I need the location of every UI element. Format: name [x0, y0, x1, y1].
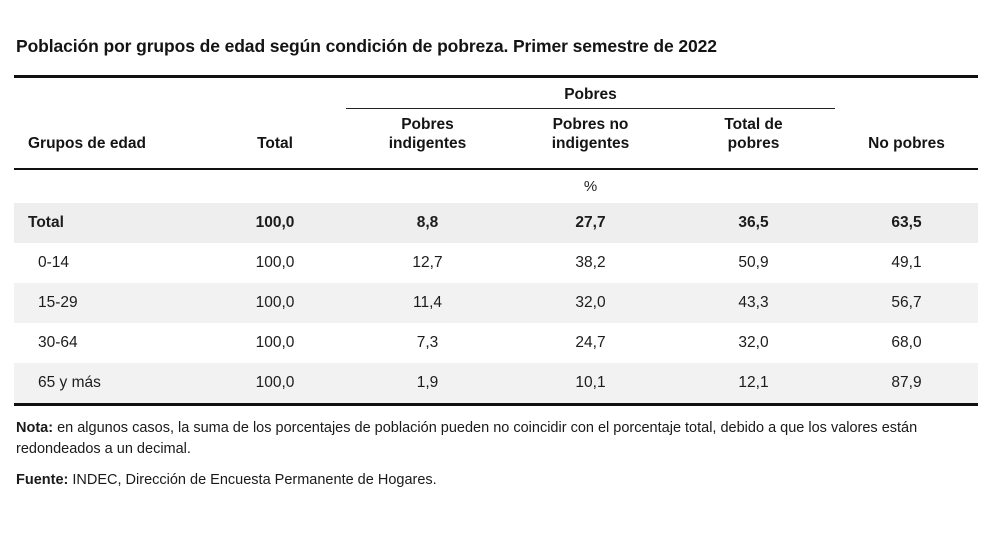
row-label: 30-64	[38, 333, 78, 351]
header-pobres-no-indigentes	[509, 109, 672, 169]
unit-percent-symbol: %	[583, 177, 598, 195]
header-group-pobres: Pobres	[346, 78, 835, 109]
header-pobres-no-indigentes-line1: Pobres no	[552, 116, 629, 133]
unit-spacer-2	[204, 170, 346, 203]
cell-total-poor: 12,1	[672, 363, 835, 405]
row-label: 0-14	[38, 253, 70, 271]
poverty-by-age-table	[14, 75, 978, 406]
cell-poor-indigent: 8,8	[346, 203, 509, 243]
table-group-header-row	[14, 78, 978, 109]
row-label: Total	[14, 203, 204, 243]
cell-poor-non-indigent: 32,0	[509, 283, 672, 323]
cell-total: 100,0	[204, 363, 346, 405]
source-label: Fuente:	[16, 471, 69, 488]
table-bottom-rule	[14, 404, 978, 406]
table-row	[14, 203, 978, 243]
unit-spacer-3	[346, 170, 509, 203]
source-line	[16, 470, 976, 491]
cell-non-poor: 63,5	[835, 203, 978, 243]
header-pobres-indigentes	[346, 109, 509, 169]
table-row	[14, 363, 978, 405]
header-total: Total	[257, 135, 293, 153]
row-label: 65 y más	[14, 363, 204, 405]
cell-total-poor: 36,5	[672, 203, 835, 243]
source-text: INDEC, Dirección de Encuesta Permanente de Hogares.	[68, 471, 437, 488]
header-pobres-indigentes-line1: Pobres	[401, 116, 454, 133]
table-row	[14, 243, 978, 283]
unit-spacer-1	[14, 170, 204, 203]
cell-poor-non-indigent: 24,7	[575, 333, 606, 351]
cell-poor-non-indigent: 38,2	[575, 253, 606, 271]
cell-total-poor: 43,3	[672, 283, 835, 323]
header-grupos-de-edad: Grupos de edad	[28, 135, 146, 153]
table-row	[14, 323, 978, 363]
header-total-de-pobres-line1: Total de	[724, 116, 783, 133]
unit-spacer-5	[835, 170, 978, 203]
cell-poor-non-indigent: 27,7	[509, 203, 672, 243]
cell-total: 100,0	[204, 203, 346, 243]
cell-total-poor: 50,9	[738, 253, 769, 271]
unit-spacer-4	[672, 170, 835, 203]
note-line	[16, 418, 976, 460]
cell-poor-non-indigent: 10,1	[509, 363, 672, 405]
cell-poor-indigent: 11,4	[346, 283, 509, 323]
cell-total: 100,0	[255, 253, 295, 271]
cell-total-poor: 32,0	[738, 333, 769, 351]
header-total-de-pobres	[672, 109, 835, 169]
note-label: Nota:	[16, 419, 54, 436]
cell-total: 100,0	[204, 283, 346, 323]
footnotes	[14, 418, 976, 491]
page-title: Población por grupos de edad según condición de pobreza. Primer semestre de 2022	[16, 36, 717, 56]
cell-poor-indigent: 1,9	[346, 363, 509, 405]
header-no-pobres: No pobres	[868, 135, 945, 153]
cell-non-poor: 56,7	[835, 283, 978, 323]
cell-total: 100,0	[255, 333, 295, 351]
cell-non-poor: 68,0	[891, 333, 922, 351]
header-pobres-indigentes-line2: indigentes	[388, 135, 467, 153]
row-label: 15-29	[14, 283, 204, 323]
header-total-de-pobres-line2: pobres	[727, 135, 780, 153]
note-text: en algunos casos, la suma de los porcentajes de población pueden no coincidir con el porcentaje total, debido a que los valores están redondeados a un decimal.	[16, 419, 918, 457]
cell-non-poor: 87,9	[835, 363, 978, 405]
table-row	[14, 283, 978, 323]
table-unit-row	[14, 170, 978, 203]
cell-poor-indigent: 7,3	[416, 333, 439, 351]
cell-poor-indigent: 12,7	[412, 253, 443, 271]
header-pobres-no-indigentes-line2: indigentes	[551, 135, 630, 153]
cell-non-poor: 49,1	[891, 253, 922, 271]
